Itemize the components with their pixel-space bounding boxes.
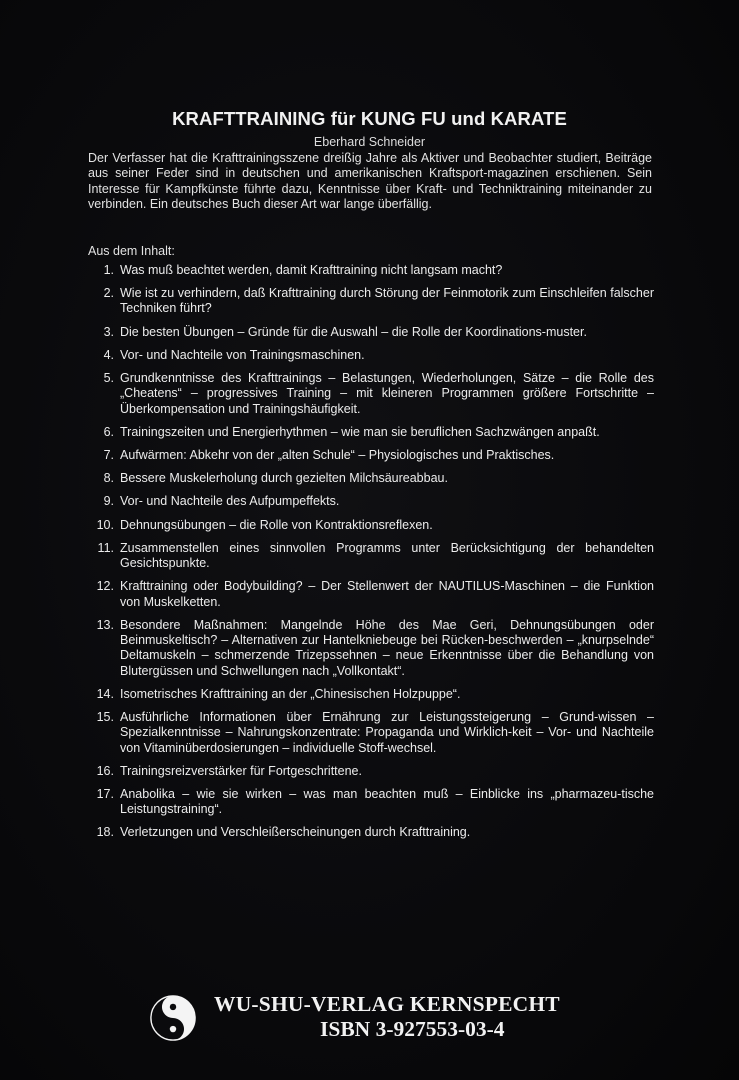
list-item xyxy=(88,518,654,533)
item-text: Zusammenstellen eines sinnvollen Programms unter Berücksichtigung der behandelten Gesichtspunkte. xyxy=(120,540,654,571)
item-number: 9. xyxy=(103,494,114,509)
item-text: Dehnungsübungen – die Rolle von Kontraktionsreflexen. xyxy=(120,517,433,532)
item-number: 14. xyxy=(96,686,114,701)
item-text: Aufwärmen: Abkehr von der „alten Schule“ – Physiologisches und Praktisches. xyxy=(120,448,555,463)
item-text: Die besten Übungen – Gründe für die Auswahl – die Rolle der Koordinations-muster. xyxy=(120,324,587,339)
publisher-name: WU-SHU-VERLAG KERNSPECHT xyxy=(214,992,560,1016)
item-number: 8. xyxy=(103,471,114,486)
list-item xyxy=(88,764,654,779)
item-number: 2. xyxy=(103,286,114,301)
list-item xyxy=(88,263,654,278)
item-text: Trainingsreizverstärker für Fortgeschrittene. xyxy=(120,763,362,778)
list-item xyxy=(88,494,654,509)
item-number: 18. xyxy=(96,825,114,840)
item-number: 10. xyxy=(96,517,114,532)
item-number: 4. xyxy=(103,347,114,362)
publisher-block xyxy=(150,992,655,1052)
item-text: Was muß beachtet werden, damit Krafttraining nicht langsam macht? xyxy=(120,263,503,277)
item-number: 3. xyxy=(103,324,114,339)
item-number: 5. xyxy=(103,371,114,386)
item-text: Anabolika – wie sie wirken – was man beachten muß – Einblicke ins „pharmazeu-tische Leistungstraining“. xyxy=(120,786,654,817)
list-item xyxy=(88,710,654,756)
list-item xyxy=(88,825,654,840)
item-text: Vor- und Nachteile von Trainingsmaschinen. xyxy=(120,347,365,362)
intro-paragraph: Der Verfasser hat die Krafttrainingsszene dreißig Jahre als Aktiver und Beobachter studiert, Beiträge aus seiner Feder sind in deutschen und amerikanischen Kraftsport-magazinen erschienen. Sein Interesse für Kampfkünste führte dazu, Kenntnisse über Kraft- und Techniktraining miteinander zu verbinden. Ein deutsches Buch dieser Art war lange überfällig. xyxy=(88,151,652,212)
item-text: Grundkenntnisse des Krafttrainings – Belastungen, Wiederholungen, Sätze – die Rolle des „Cheatens“ – progressives Training – mit kleineren Programmen größere Fortschritte – Überkompensation und Trainingshäufigkeit. xyxy=(120,371,654,416)
list-item xyxy=(88,541,654,572)
contents-heading: Aus dem Inhalt: xyxy=(88,244,175,258)
item-text: Isometrisches Krafttraining an der „Chinesischen Holzpuppe“. xyxy=(120,686,461,701)
author-name: Eberhard Schneider xyxy=(313,135,426,149)
list-item xyxy=(88,471,654,486)
contents-list xyxy=(88,263,654,849)
item-number: 16. xyxy=(96,763,114,778)
item-text: Krafttraining oder Bodybuilding? – Der Stellenwert der NAUTILUS-Maschinen – die Funktion von Muskelketten. xyxy=(120,579,654,609)
list-item xyxy=(88,579,654,610)
item-number: 12. xyxy=(96,579,114,594)
item-text: Besondere Maßnahmen: Mangelnde Höhe des Mae Geri, Dehnungsübungen oder Beinmuskeltisch? – Alternativen zur Hantelkniebeuge bei Rücken-beschwerden – „knurpselnde“ Deltamuskeln – schmerzende Trizepssehnen – neue Erkenntnisse über die Behandlung von Blutergüssen und Schwellungen nach „Vollkontakt“. xyxy=(120,617,654,678)
item-number: 6. xyxy=(103,424,114,439)
item-text: Vor- und Nachteile des Aufpumpeffekts. xyxy=(120,494,340,509)
list-item xyxy=(88,618,654,679)
list-item xyxy=(88,286,654,317)
item-number: 17. xyxy=(96,786,114,801)
list-item xyxy=(88,448,654,463)
book-title: KRAFTTRAINING für KUNG FU und KARATE xyxy=(172,108,567,129)
item-text: Verletzungen und Verschleißerscheinungen durch Krafttraining. xyxy=(120,825,471,840)
yin-yang-icon xyxy=(150,995,196,1041)
item-number: 1. xyxy=(103,263,114,277)
item-text: Ausführliche Informationen über Ernährung zur Leistungssteigerung – Grund-wissen – Spezialkenntnisse – Nahrungskonzentrate: Propaganda und Wirklich-keit – Vor- und Nachteile von Vitaminüberdosierungen – individuelle Stoff-wechsel. xyxy=(120,710,654,755)
item-number: 7. xyxy=(103,448,114,463)
list-item xyxy=(88,425,654,440)
item-number: 13. xyxy=(96,617,114,632)
list-item xyxy=(88,325,654,340)
list-item xyxy=(88,687,654,702)
isbn: ISBN 3-927553-03-4 xyxy=(320,1017,505,1041)
list-item xyxy=(88,371,654,417)
item-number: 11. xyxy=(97,540,114,555)
item-number: 15. xyxy=(96,710,114,724)
item-text: Trainingszeiten und Energierhythmen – wie man sie beruflichen Sachzwängen anpaßt. xyxy=(120,424,600,439)
list-item xyxy=(88,787,654,818)
item-text: Bessere Muskelerholung durch gezielten Milchsäureabbau. xyxy=(120,471,448,486)
list-item xyxy=(88,348,654,363)
item-text: Wie ist zu verhindern, daß Krafttraining durch Störung der Feinmotorik zum Einschleifen falscher Techniken führt? xyxy=(120,286,654,316)
